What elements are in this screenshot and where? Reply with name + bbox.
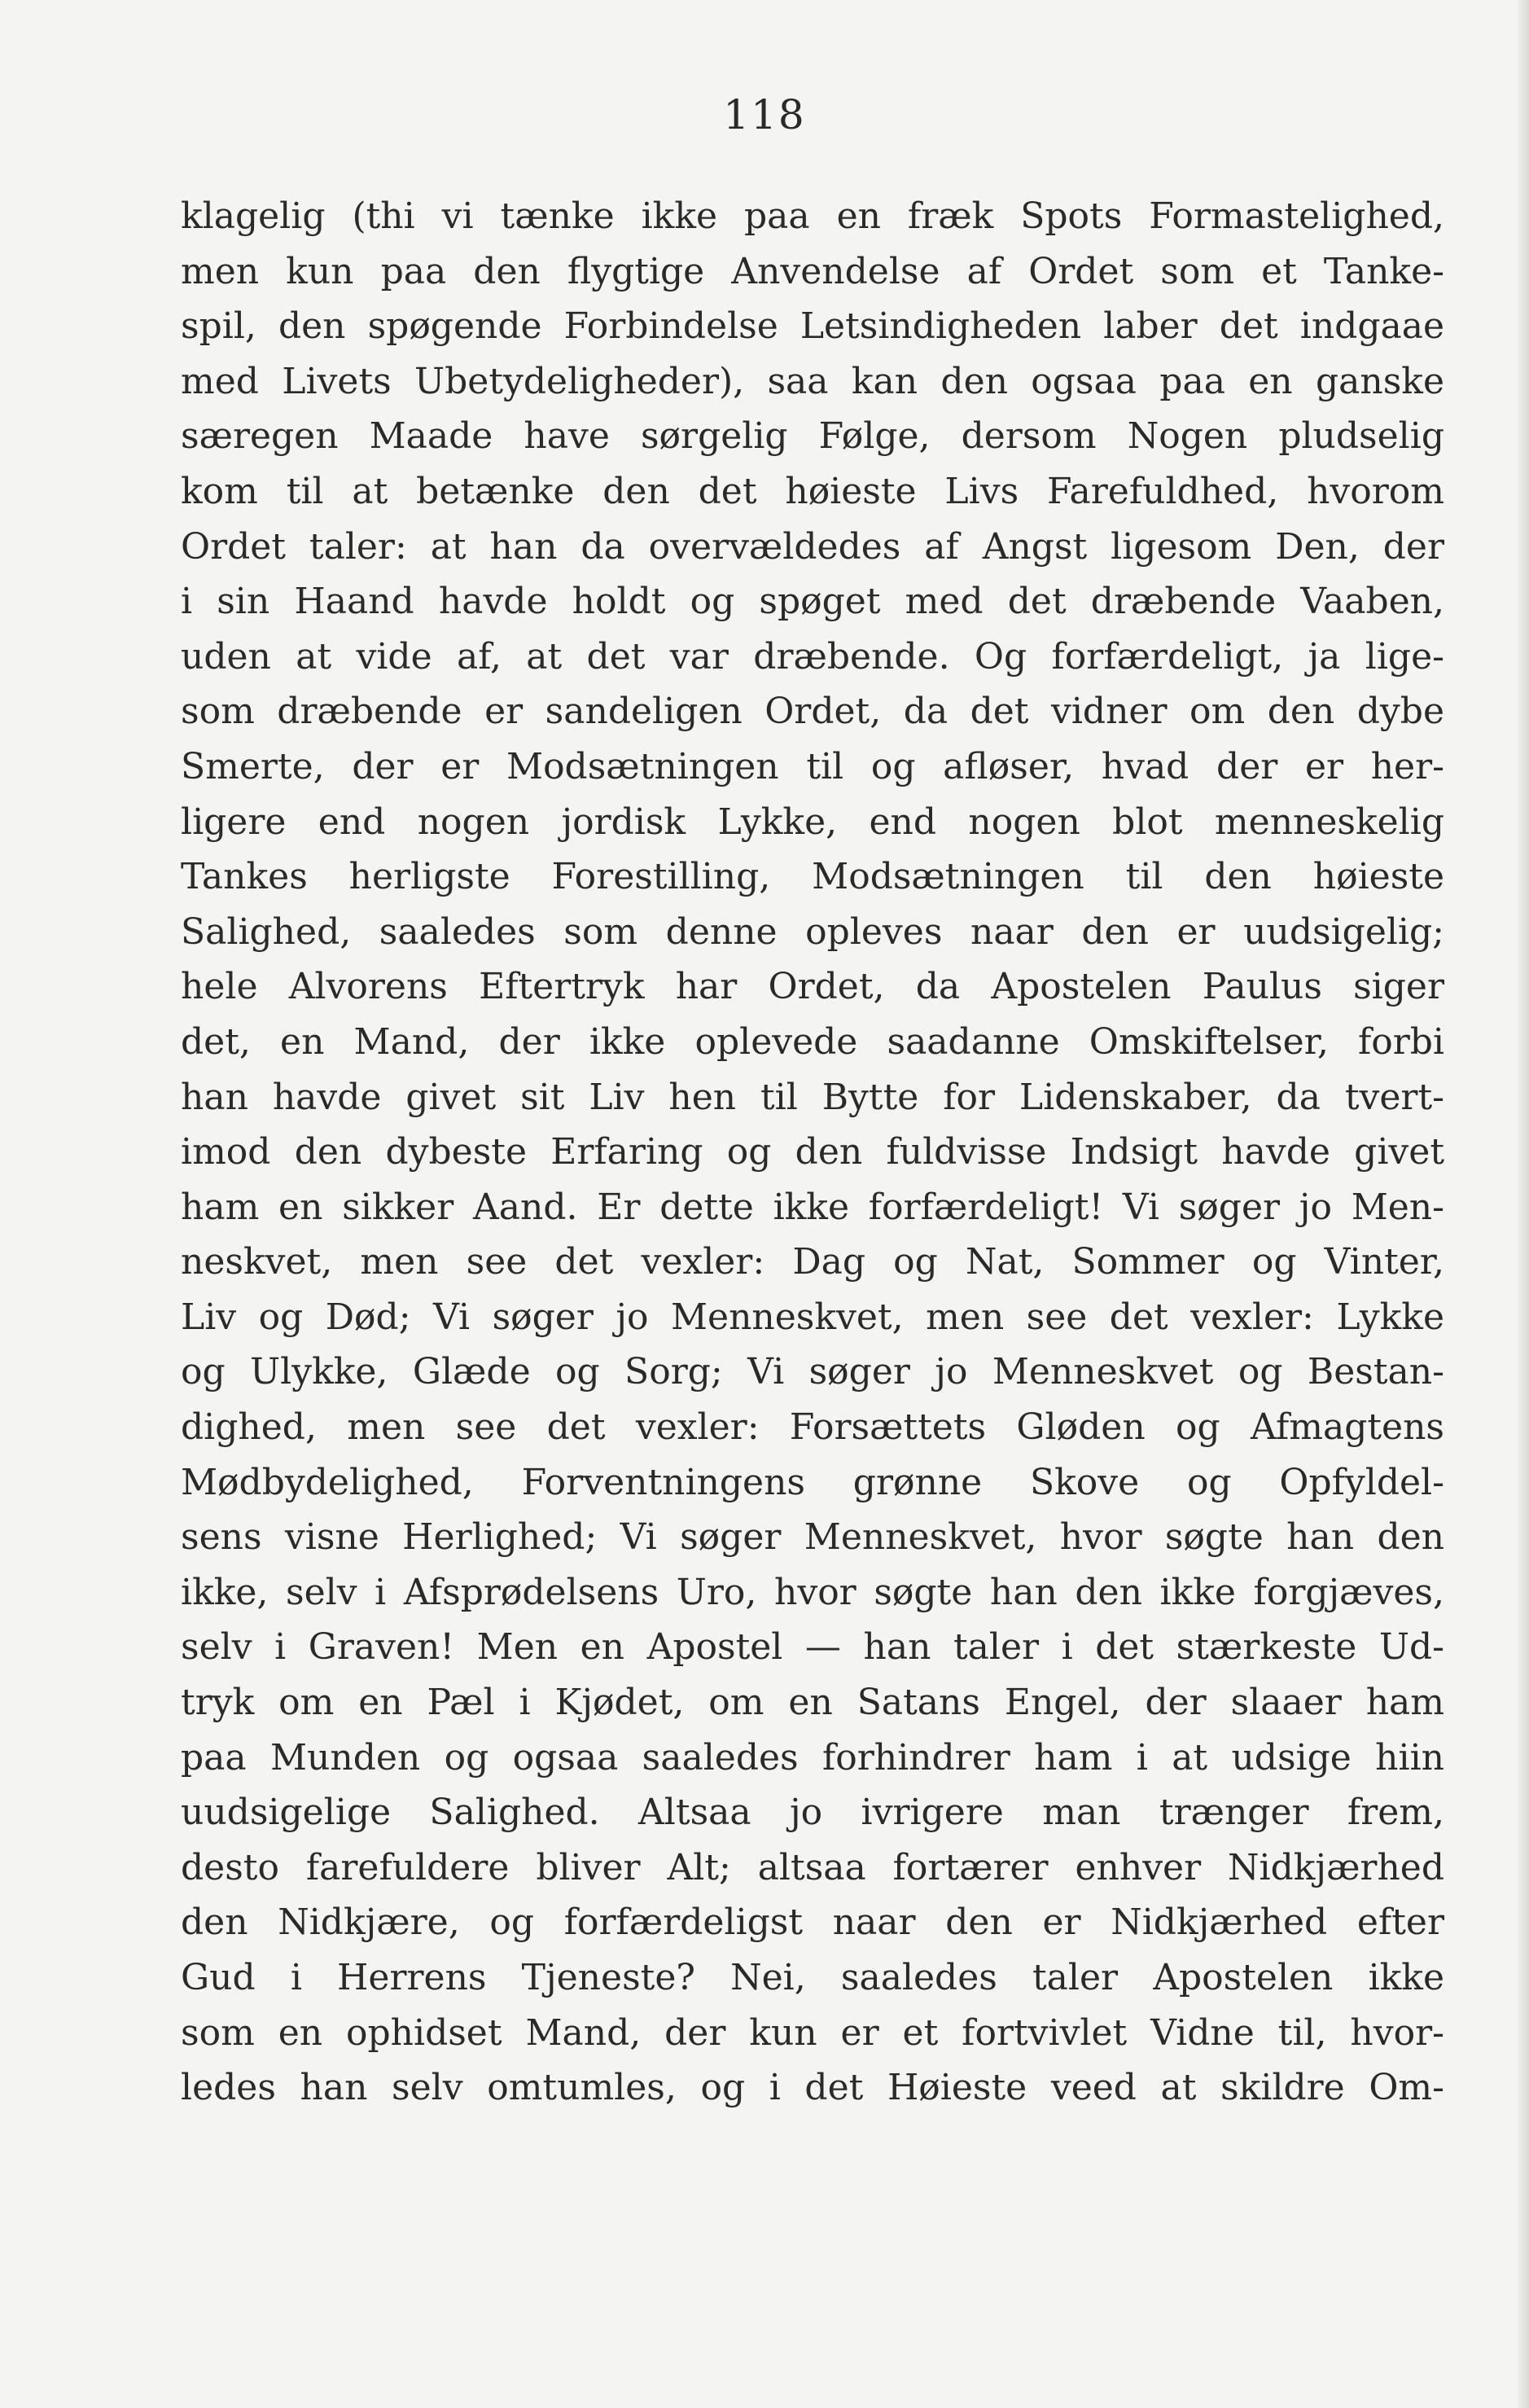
text-line: med Livets Ubetydeligheder), saa kan den ogsaa paa en ganske bbox=[181, 360, 1444, 402]
text-line: ligere end nogen jordisk Lykke, end nogen blot menneskelig bbox=[181, 800, 1444, 843]
page-number: 118 bbox=[723, 91, 806, 138]
text-line: Liv og Død; Vi søger jo Menneskvet, men see det vexler: Lykke bbox=[181, 1296, 1444, 1338]
text-line: uudsigelige Salighed. Altsaa jo ivrigere man trænger frem, bbox=[181, 1792, 1444, 1834]
text-line: uden at vide af, at det var dræbende. Og forfærdeligt, ja lige- bbox=[181, 635, 1444, 678]
text-line: Mødbydelighed, Forventningens grønne Skove og Opfyldel- bbox=[181, 1461, 1444, 1503]
text-line: ledes han selv omtumles, og i det Høieste veed at skildre Om- bbox=[181, 2067, 1444, 2109]
text-line: som dræbende er sandeligen Ordet, da det vidner om den dybe bbox=[181, 691, 1444, 733]
text-line: Gud i Herrens Tjeneste? Nei, saaledes taler Apostelen ikke bbox=[181, 1957, 1444, 1998]
text-line: ham en sikker Aand. Er dette ikke forfærdeligt! Vi søger jo Men- bbox=[181, 1186, 1444, 1228]
text-line: som en ophidset Mand, der kun er et fortvivlet Vidne til, hvor- bbox=[181, 2011, 1444, 2054]
text-line: den Nidkjære, og forfærdeligst naar den er Nidkjærhed efter bbox=[181, 1901, 1444, 1944]
text-line: neskvet, men see det vexler: Dag og Nat, Sommer og Vinter, bbox=[181, 1241, 1444, 1283]
text-line: hele Alvorens Eftertryk har Ordet, da Apostelen Paulus siger bbox=[181, 966, 1444, 1008]
text-line: imod den dybeste Erfaring og den fuldvisse Indsigt havde givet bbox=[181, 1131, 1444, 1173]
text-line: kom til at betænke den det høieste Livs Farefuldhed, hvorom bbox=[181, 470, 1444, 512]
text-line: Ordet taler: at han da overvældedes af Angst ligesom Den, der bbox=[181, 525, 1444, 568]
text-line: Salighed, saaledes som denne opleves naar den er uudsigelig; bbox=[181, 910, 1444, 953]
text-line: klagelig (thi vi tænke ikke paa en fræk Spots Formastelighed, bbox=[181, 195, 1444, 237]
text-line: spil, den spøgende Forbindelse Letsindigheden laber det indgaae bbox=[181, 305, 1444, 348]
text-line: sens visne Herlighed; Vi søger Menneskvet, hvor søgte han den bbox=[181, 1516, 1444, 1559]
text-line: desto farefuldere bliver Alt; altsaa fortærer enhver Nidkjærhed bbox=[181, 1846, 1444, 1888]
text-line: Tankes herligste Forestilling, Modsætningen til den høieste bbox=[181, 856, 1444, 898]
text-line: og Ulykke, Glæde og Sorg; Vi søger jo Menneskvet og Bestan- bbox=[181, 1351, 1444, 1393]
text-line: det, en Mand, der ikke oplevede saadanne Omskiftelser, forbi bbox=[181, 1020, 1444, 1063]
text-line: tryk om en Pæl i Kjødet, om en Satans Engel, der slaaer ham bbox=[181, 1682, 1444, 1724]
text-line: Smerte, der er Modsætningen til og afløser, hvad der er her- bbox=[181, 745, 1444, 787]
text-line: han havde givet sit Liv hen til Bytte for Lidenskaber, da tvert- bbox=[181, 1076, 1444, 1118]
text-line: ikke, selv i Afsprødelsens Uro, hvor søgte han den ikke forgjæves, bbox=[181, 1571, 1444, 1613]
body-text bbox=[181, 189, 1444, 2116]
text-line: dighed, men see det vexler: Forsættets Gløden og Afmagtens bbox=[181, 1406, 1444, 1449]
page-edge-shadow bbox=[1518, 0, 1529, 2408]
text-line: i sin Haand havde holdt og spøget med det dræbende Vaaben, bbox=[181, 581, 1444, 623]
text-line: men kun paa den flygtige Anvendelse af Ordet som et Tanke- bbox=[181, 250, 1444, 292]
text-line: paa Munden og ogsaa saaledes forhindrer ham i at udsige hiin bbox=[181, 1736, 1444, 1779]
text-line: særegen Maade have sørgelig Følge, dersom Nogen pludselig bbox=[181, 415, 1444, 458]
text-line: selv i Graven! Men en Apostel — han taler i det stærkeste Ud- bbox=[181, 1626, 1444, 1669]
